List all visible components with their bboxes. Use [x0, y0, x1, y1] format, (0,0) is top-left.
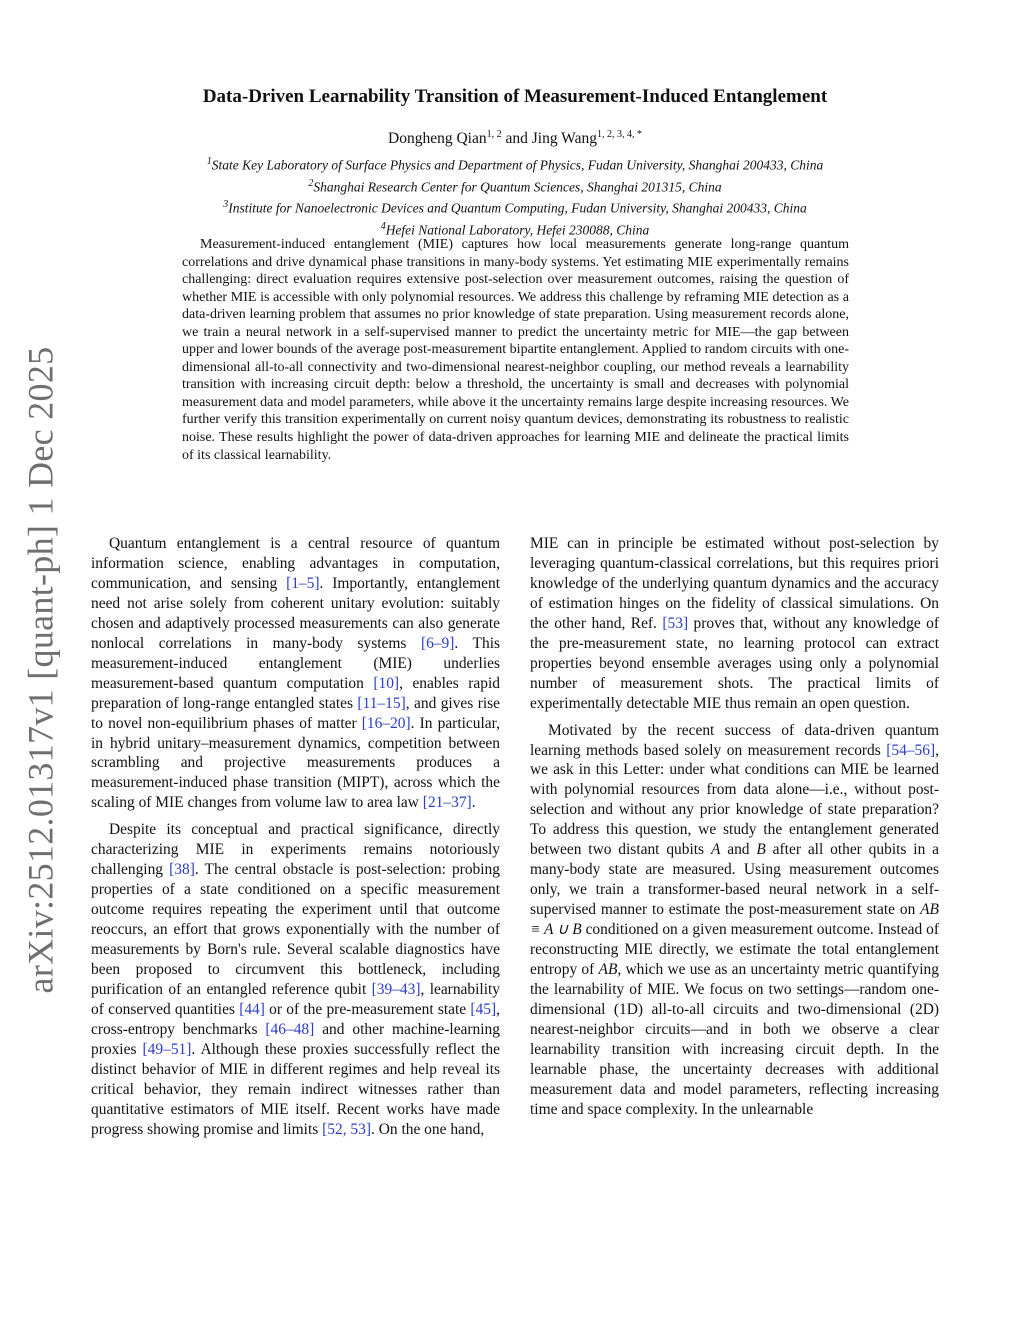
arxiv-stamp: [10, 346, 70, 994]
body-text: after all other qubits in a many-body state are measured. Using measurement outcomes only, we train a transformer-based neural network in a self-supervised manner to estimate the post-measurement state on: [530, 841, 940, 919]
citation-link[interactable]: [53]: [662, 614, 689, 632]
body-text: or of the pre-measurement state: [264, 1000, 471, 1018]
body-paragraph: [530, 534, 939, 714]
affiliation-text: Shanghai Research Center for Quantum Sciences, Shanghai 201315, China: [313, 179, 722, 194]
author-name: Jing Wang: [531, 130, 597, 148]
body-text: . Importantly, entanglement need not arise solely from coherent unitary evolution: suitably chosen and adaptively processed measurements can also generate nonlocal correlations in many-body systems: [91, 574, 500, 652]
citation-link[interactable]: [16–20]: [361, 714, 411, 732]
body-text: . Although these proxies successfully reflect the distinct behavior of MIE in different regimes and help reveal its critical behavior, they remain indirect witnesses rather than quantitative estimators of MIE itself. Recent works have made progress showing promise and limits: [91, 1040, 500, 1138]
body-text: , cross-entropy benchmarks: [91, 1000, 500, 1038]
author-list: [80, 129, 950, 148]
abstract: [182, 236, 849, 464]
affiliation: [80, 196, 950, 218]
body-paragraph: [530, 721, 939, 1120]
citation-link[interactable]: [54–56]: [886, 741, 936, 759]
body-text: Despite its conceptual and practical significance, directly characterizing MIE in experiments remains notoriously challenging: [91, 821, 500, 879]
math-symbol: AB ≡ A ∪ B: [530, 901, 939, 939]
arxiv-identifier[interactable]: arXiv:2512.01317v1 [quant-ph] 1 Dec 2025: [20, 346, 60, 994]
left-column: [91, 534, 500, 1140]
author-conjunction: and: [505, 130, 528, 148]
body-text: Quantum entanglement is a central resource of quantum information science, enabling advantages in computation, communication, and sensing: [91, 535, 500, 592]
affiliation-number: 4: [380, 220, 386, 232]
body-text: and: [720, 841, 757, 859]
affiliation: [80, 153, 950, 175]
body-text: . This measurement-induced entanglement (MIE) underlies measurement-based quantum computation: [91, 634, 500, 692]
affiliation-text: Hefei National Laboratory, Hefei 230088, China: [385, 222, 650, 237]
body-text: , learnability of conserved quantities: [91, 980, 500, 1018]
citation-link[interactable]: [45]: [470, 1000, 497, 1018]
body-text: , which we use as an uncertainty metric quantifying the learnability of MIE. We focus on two settings—random one-dimensional (1D) all-to-all circuits and two-dimensional (2D) nearest-neighbor circuits—and in both we observe a clear learnability transition with increasing circuit depth. In the learnable phase, the uncertainty decreases with additional measurement data and model parameters, reflecting increasing time and space complexity. In the unlearnable: [530, 961, 939, 1118]
body-text: Motivated by the recent success of data-driven quantum learning methods based solely on measurement records: [530, 721, 939, 759]
citation-link[interactable]: [1–5]: [286, 574, 320, 592]
affiliation-text: State Key Laboratory of Surface Physics and Department of Physics, Fudan University, Shanghai 200433, China: [211, 157, 824, 173]
affiliation-number: 1: [206, 156, 212, 167]
affiliation-number: 2: [308, 177, 314, 189]
body-paragraph: [91, 534, 500, 813]
math-symbol: AB: [598, 961, 618, 979]
author-affiliation-marker: 1, 2: [486, 129, 502, 140]
affiliations: [80, 153, 950, 239]
citation-link[interactable]: [46–48]: [265, 1020, 315, 1038]
body-text: , enables rapid preparation of long-range entangled states: [91, 674, 500, 712]
math-symbol: A: [710, 841, 721, 859]
body-text: proves that, without any knowledge of the pre-measurement state, no learning protocol can extract properties beyond ensemble averages using only a polynomial number of measurement shots. The practical limits of experimentally detectable MIE thus remain an open question.: [530, 614, 939, 712]
citation-link[interactable]: [10]: [373, 674, 400, 692]
body-text: conditioned on a given measurement outcome. Instead of reconstructing MIE directly, we estimate the total entanglement entropy of: [530, 921, 939, 979]
body-text: . On the one hand,: [371, 1120, 485, 1138]
author-name: Dongheng Qian: [388, 130, 487, 148]
affiliation-number: 3: [223, 199, 229, 210]
citation-link[interactable]: [11–15]: [357, 694, 406, 712]
paper-title: Data-Driven Learnability Transition of Measurement-Induced Entanglement: [202, 86, 828, 107]
math-symbol: B: [756, 841, 766, 859]
affiliation: [80, 175, 950, 197]
body-text: . The central obstacle is post-selection: probing properties of a state conditioned on a specific measurement outcome requires repeating the experiment until that outcome reoccurs, an effort that grows exponentially with the number of measurements by Born's rule. Several scalable diagnostics have been proposed to circumvent this bottleneck, including purification of an entangled reference qubit: [91, 861, 500, 998]
affiliation-text: Institute for Nanoelectronic Devices and Quantum Computing, Fudan University, Shanghai 200433, China: [228, 200, 807, 216]
author-affiliation-marker: 1, 2, 3, 4, *: [596, 129, 642, 140]
body-text: .: [471, 794, 476, 812]
body-text: and other machine-learning proxies: [91, 1020, 500, 1058]
body-text: , we ask in this Letter: under what conditions can MIE be learned with polynomial resources from data alone—i.e., without post-selection and without any prior knowledge of state preparation? To address this question, we study the entanglement generated between two distant qubits: [530, 741, 939, 859]
body-text: , and gives rise to novel non-equilibrium phases of matter: [91, 694, 500, 732]
citation-link[interactable]: [6–9]: [420, 634, 455, 652]
citation-link[interactable]: [21–37]: [422, 794, 472, 812]
citation-link[interactable]: [44]: [239, 1000, 265, 1018]
body-text: . In particular, in hybrid unitary–measurement dynamics, competition between scrambling and projective measurements produces a measurement-induced phase transition (MIPT), across which the scaling of MIE changes from volume law to area law: [91, 714, 500, 812]
body-paragraph: [91, 820, 500, 1139]
citation-link[interactable]: [49–51]: [142, 1040, 192, 1058]
right-column: [530, 534, 939, 1120]
citation-link[interactable]: [38]: [169, 861, 195, 879]
citation-link[interactable]: [39–43]: [371, 980, 421, 998]
citation-link[interactable]: [52, 53]: [322, 1120, 372, 1138]
body-text: MIE can in principle be estimated without post-selection by leveraging quantum-classical correlations, but this requires priori knowledge of the underlying quantum dynamics and the accuracy of estimation hinges on the fidelity of classical simulations. On the other hand, Ref.: [530, 535, 939, 632]
abstract-text: Measurement-induced entanglement (MIE) captures how local measurements generate long-range quantum correlations and drive dynamical phase transitions in many-body systems. Yet estimating MIE experimentally remains challenging: direct evaluation requires extensive post-selection over measurement outcomes, raising the question of whether MIE is accessible with only polynomial resources. We address this challenge by reframing MIE detection as a data-driven learning problem that assumes no prior knowledge of state preparation. Using measurement records alone, we train a neural network in a self-supervised manner to predict the uncertainty metric for MIE—the gap between upper and lower bounds of the average post-measurement bipartite entanglement. Applied to random circuits with one-dimensional all-to-all connectivity and two-dimensional nearest-neighbor coupling, our method reveals a learnability transition with increasing circuit depth: below a threshold, the uncertainty is small and decreases with polynomial measurement data and model parameters, while above it the uncertainty remains large despite increasing resources. We further verify this transition experimentally on current noisy quantum devices, demonstrating its robustness to realistic noise. These results highlight the power of data-driven approaches for learning MIE and delineate the practical limits of its classical learnability.: [182, 237, 849, 463]
